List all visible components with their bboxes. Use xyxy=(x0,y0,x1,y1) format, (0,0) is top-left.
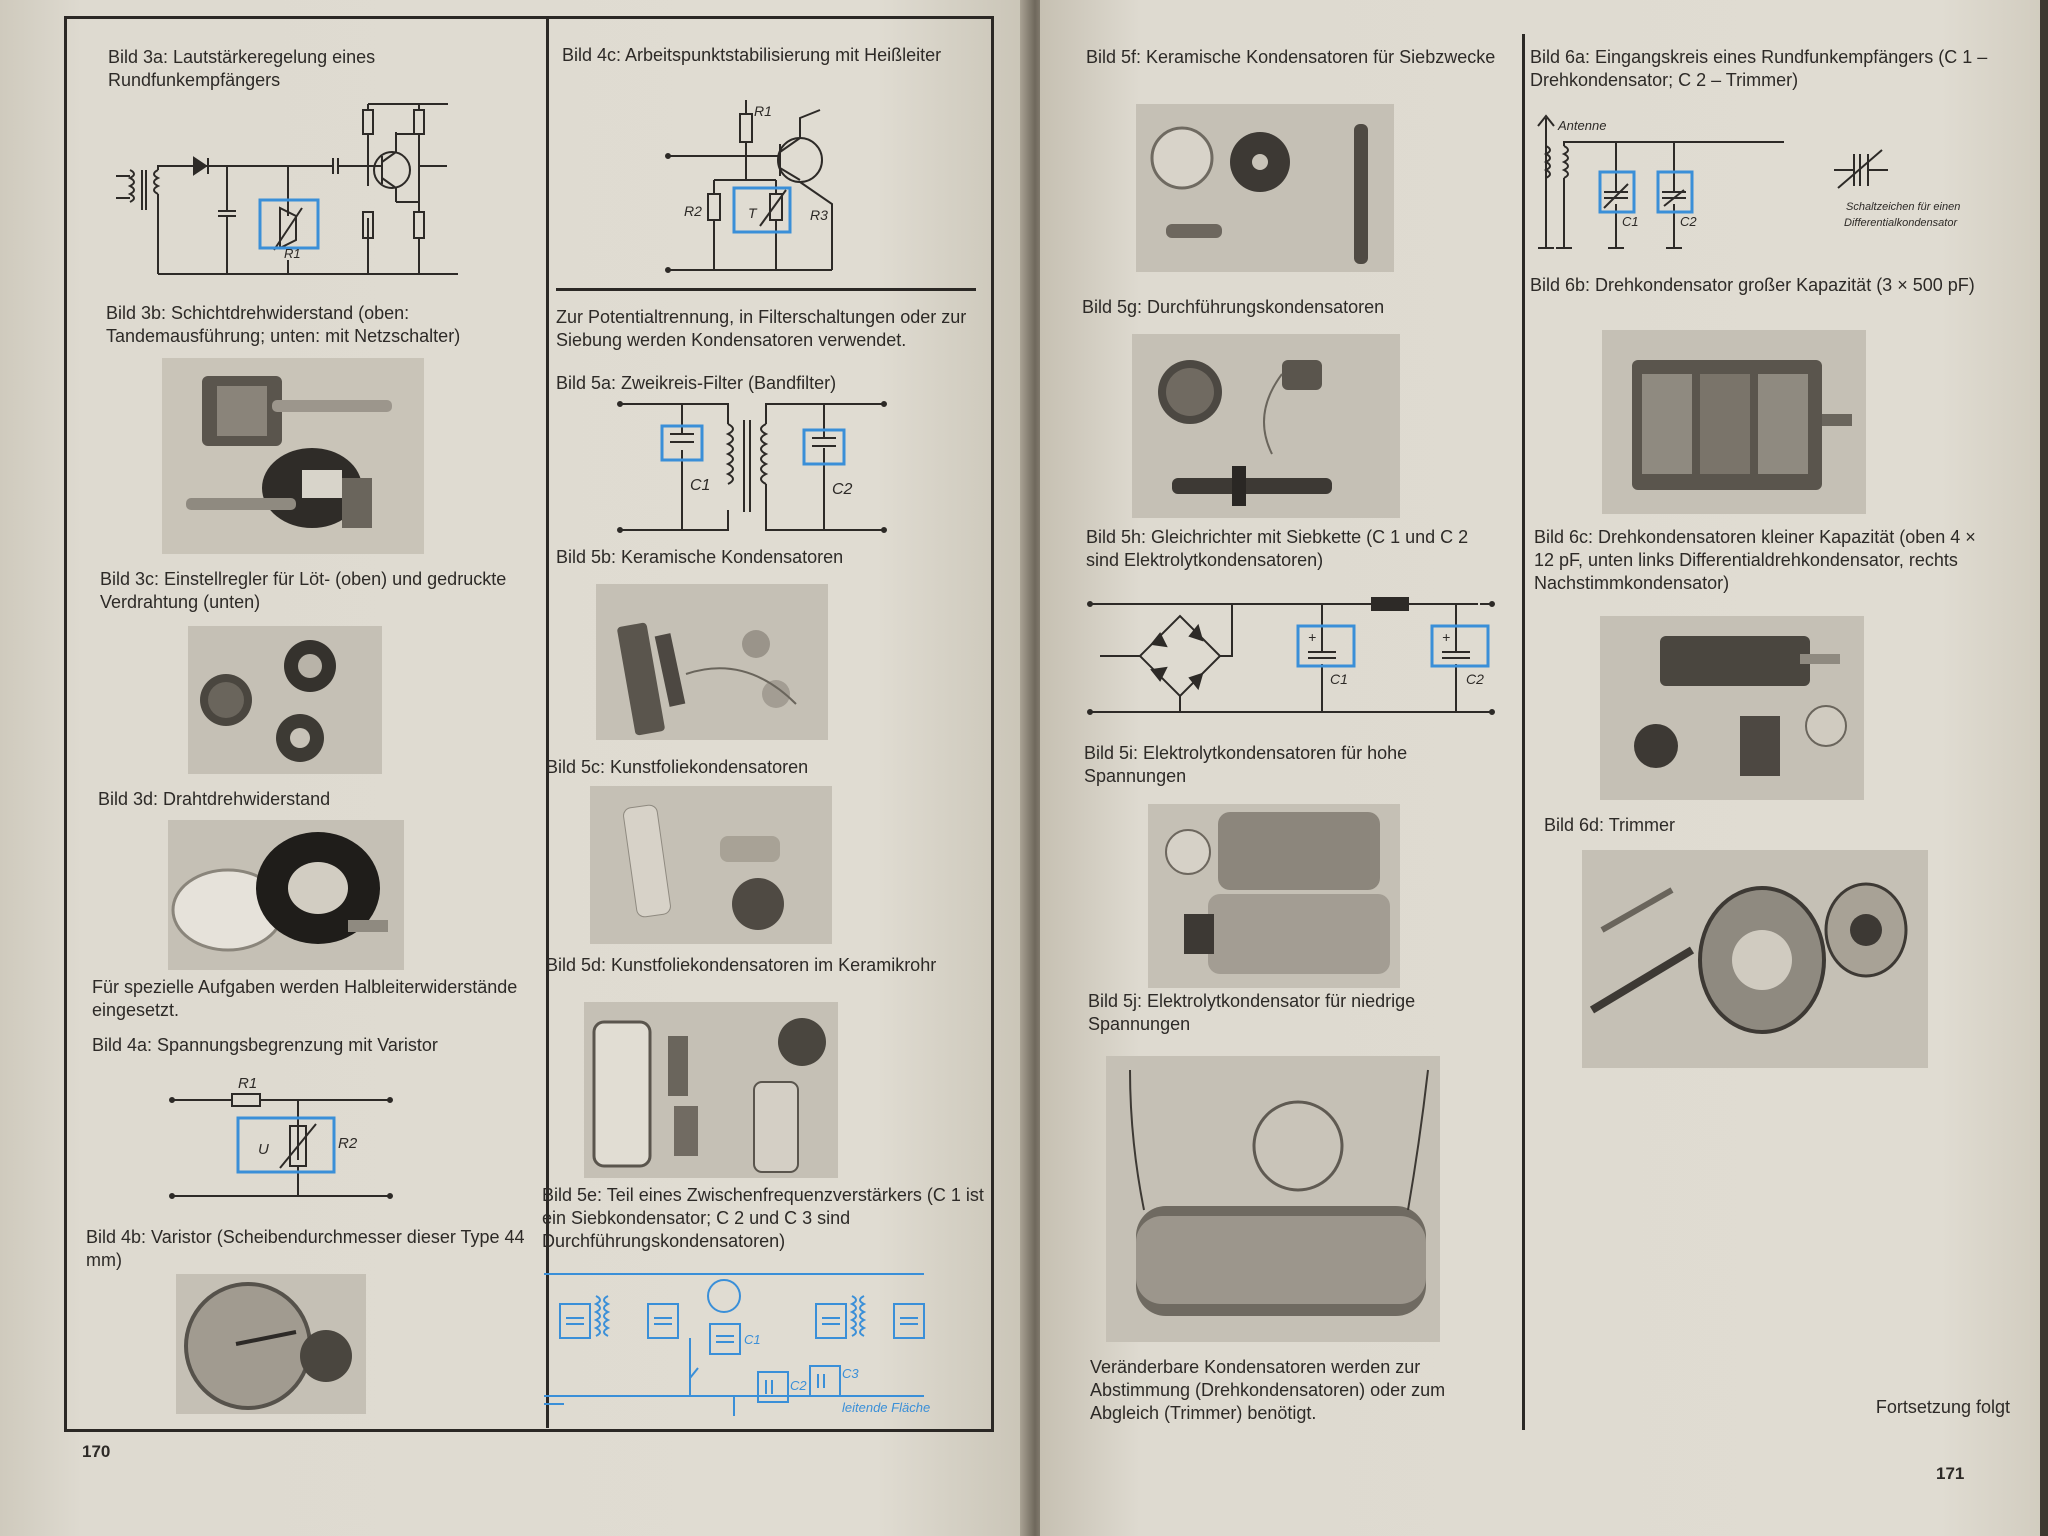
photo-schichtdrehwiderstand xyxy=(162,358,424,554)
caption-bild-5c: Bild 5c: Kunstfoliekondensatoren xyxy=(546,757,809,777)
caption-bild-3d: Bild 3d: Drahtdrehwiderstand xyxy=(98,789,331,809)
label-r1: R1 xyxy=(284,246,301,261)
label-c1: C1 xyxy=(744,1332,761,1347)
label-c2: C2 xyxy=(832,481,853,498)
photo-drehkondensator-klein xyxy=(1600,616,1864,800)
caption-bild-5f: Bild 5f: Keramische Kondensatoren für Siebzwecke xyxy=(1086,47,1496,67)
photo-kunstfolie-keramikrohr xyxy=(584,1002,838,1178)
label-r1: R1 xyxy=(754,103,772,119)
circuit-diagram-5e xyxy=(538,1266,938,1426)
photo-einstellregler xyxy=(188,626,382,774)
caption-bild-3b: Bild 3b: Schichtdrehwiderstand (oben: Tandemausführung; unten: mit Netzschalter) xyxy=(106,303,461,346)
photo-drehkondensator-gross xyxy=(1602,330,1866,514)
label-u: U xyxy=(258,1141,269,1158)
circuit-diagram-4c xyxy=(664,96,904,286)
label-antenne: Antenne xyxy=(1558,118,1607,133)
caption-bild-6d: Bild 6d: Trimmer xyxy=(1544,815,1676,835)
caption-bild-5e: Bild 5e: Teil eines Zwischenfrequenzverstärkers (C 1 ist ein Siebkondensator; C 2 und C 3 sind Durchführungskondensatoren) xyxy=(542,1185,984,1251)
photo-elko-niedrige-spannung xyxy=(1106,1056,1440,1342)
caption-bild-4b: Bild 4b: Varistor (Scheibendurchmesser dieser Type 44 mm) xyxy=(86,1227,525,1270)
caption-bild-5b: Bild 5b: Keramische Kondensatoren xyxy=(556,547,844,567)
page-number-left: 170 xyxy=(82,1442,111,1461)
label-r2: R2 xyxy=(338,1135,358,1152)
caption-bild-6a: Bild 6a: Eingangskreis eines Rundfunkempfängers (C 1 – Drehkondensator; C 2 – Trimmer) xyxy=(1530,47,1988,90)
photo-durchfuehrungskondensatoren xyxy=(1132,334,1400,518)
label-c1: C1 xyxy=(1622,214,1639,229)
circuit-diagram-5h xyxy=(1086,582,1556,722)
label-r1: R1 xyxy=(238,1075,258,1092)
caption-bild-5j: Bild 5j: Elektrolytkondensator für niedrige Spannungen xyxy=(1088,991,1416,1034)
section-rule xyxy=(556,288,976,291)
label-leitende-flaeche: leitende Fläche xyxy=(842,1400,931,1415)
text-fortsetzung-folgt: Fortsetzung folgt xyxy=(1875,1397,2010,1417)
caption-bild-6b: Bild 6b: Drehkondensator großer Kapazität (3 × 500 pF) xyxy=(1530,275,1975,295)
photo-elko-hohe-spannung xyxy=(1148,804,1400,988)
svg-text:+: + xyxy=(1308,629,1317,645)
label-c2: C2 xyxy=(1466,671,1484,687)
text-halbleiter: Für spezielle Aufgaben werden Halbleiterwiderstände eingesetzt. xyxy=(92,977,518,1020)
circuit-diagram-5a xyxy=(614,396,894,538)
label-c2: C2 xyxy=(1680,214,1697,229)
right-page xyxy=(1040,0,2040,1536)
caption-bild-5h: Bild 5h: Gleichrichter mit Siebkette (C 1 und C 2 sind Elektrolytkondensatoren) xyxy=(1086,527,1469,570)
label-c3: C3 xyxy=(842,1366,859,1381)
photo-siebkondensatoren xyxy=(1136,104,1394,272)
label-t: T xyxy=(748,205,757,221)
circuit-diagram-4a xyxy=(160,1068,400,1208)
photo-trimmer xyxy=(1582,850,1928,1068)
photo-varistor xyxy=(176,1274,366,1414)
column-divider xyxy=(1522,34,1525,1430)
text-potentialtrennung: Zur Potentialtrennung, in Filterschaltungen oder zur Siebung werden Kondensatoren verwendet. xyxy=(556,307,967,350)
label-schaltzeichen-2: Differentialkondensator xyxy=(1844,217,1958,229)
circuit-diagram-6a xyxy=(1534,110,1984,250)
caption-bild-3a: Bild 3a: Lautstärkeregelung eines Rundfunkempfängers xyxy=(108,47,376,90)
circuit-diagram-3a xyxy=(112,100,472,280)
caption-bild-5a: Bild 5a: Zweikreis-Filter (Bandfilter) xyxy=(556,373,837,393)
caption-bild-4a: Bild 4a: Spannungsbegrenzung mit Varistor xyxy=(92,1035,438,1055)
photo-keramische-kondensatoren xyxy=(596,584,828,740)
caption-bild-4c: Bild 4c: Arbeitspunktstabilisierung mit Heißleiter xyxy=(562,45,942,65)
page-number-right: 171 xyxy=(1936,1464,1965,1483)
svg-text:+: + xyxy=(1442,629,1451,645)
caption-bild-3c: Bild 3c: Einstellregler für Löt- (oben) und gedruckte Verdrahtung (unten) xyxy=(100,569,507,612)
label-c2: C2 xyxy=(790,1378,807,1393)
caption-bild-6c: Bild 6c: Drehkondensatoren kleiner Kapazität (oben 4 × 12 pF, unten links Differentialdrehkondensator, rechts Nachstimmkondensator) xyxy=(1534,527,1976,593)
label-r2: R2 xyxy=(684,203,702,219)
label-c1: C1 xyxy=(1330,671,1348,687)
text-veraenderbare-kondensatoren: Veränderbare Kondensatoren werden zur Abstimmung (Drehkondensatoren) oder zum Abgleich (Trimmer) benötigt. xyxy=(1090,1357,1446,1423)
label-schaltzeichen-1: Schaltzeichen für einen xyxy=(1846,201,1961,213)
photo-kunstfoliekondensatoren xyxy=(590,786,832,944)
label-c1: C1 xyxy=(690,477,711,494)
label-r3: R3 xyxy=(810,207,828,223)
photo-drahtdrehwiderstand xyxy=(168,820,404,970)
caption-bild-5d: Bild 5d: Kunstfoliekondensatoren im Keramikrohr xyxy=(546,955,937,975)
caption-bild-5i: Bild 5i: Elektrolytkondensatoren für hohe Spannungen xyxy=(1084,743,1408,786)
caption-bild-5g: Bild 5g: Durchführungskondensatoren xyxy=(1082,297,1385,317)
